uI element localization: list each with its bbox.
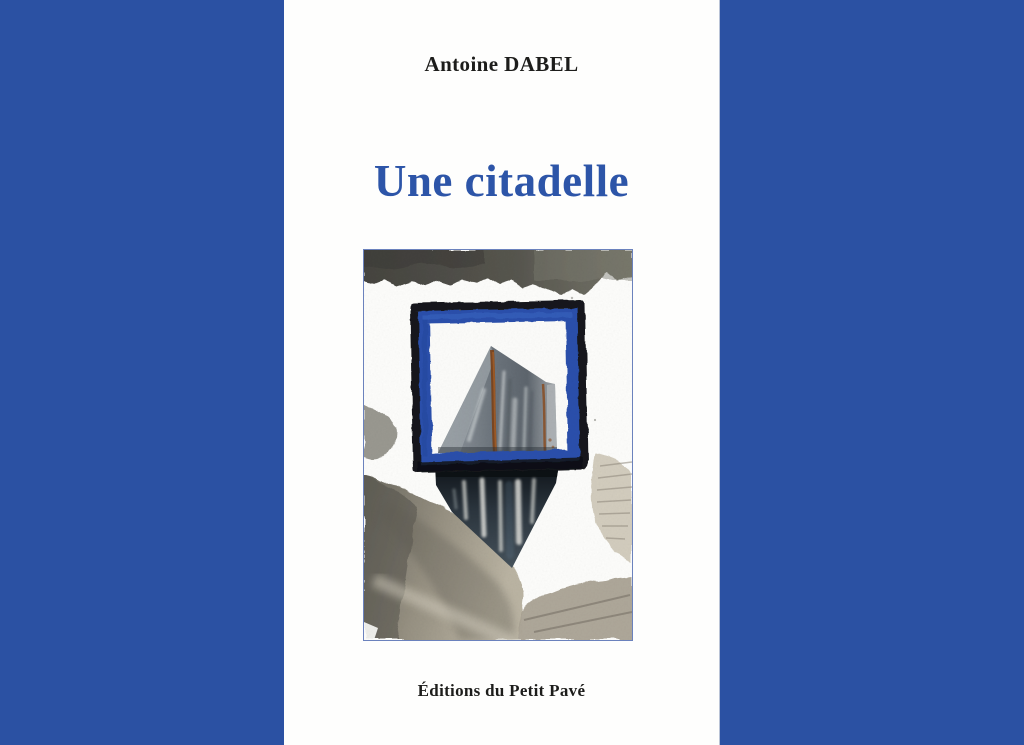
citadel-painting-graphic (364, 250, 632, 640)
publisher-name: Éditions du Petit Pavé (417, 681, 586, 700)
book-cover-panel (284, 0, 720, 745)
book-cover-artwork (363, 249, 633, 641)
book-title: Une citadelle (373, 156, 630, 206)
author-name: Antoine DABEL (424, 52, 579, 76)
